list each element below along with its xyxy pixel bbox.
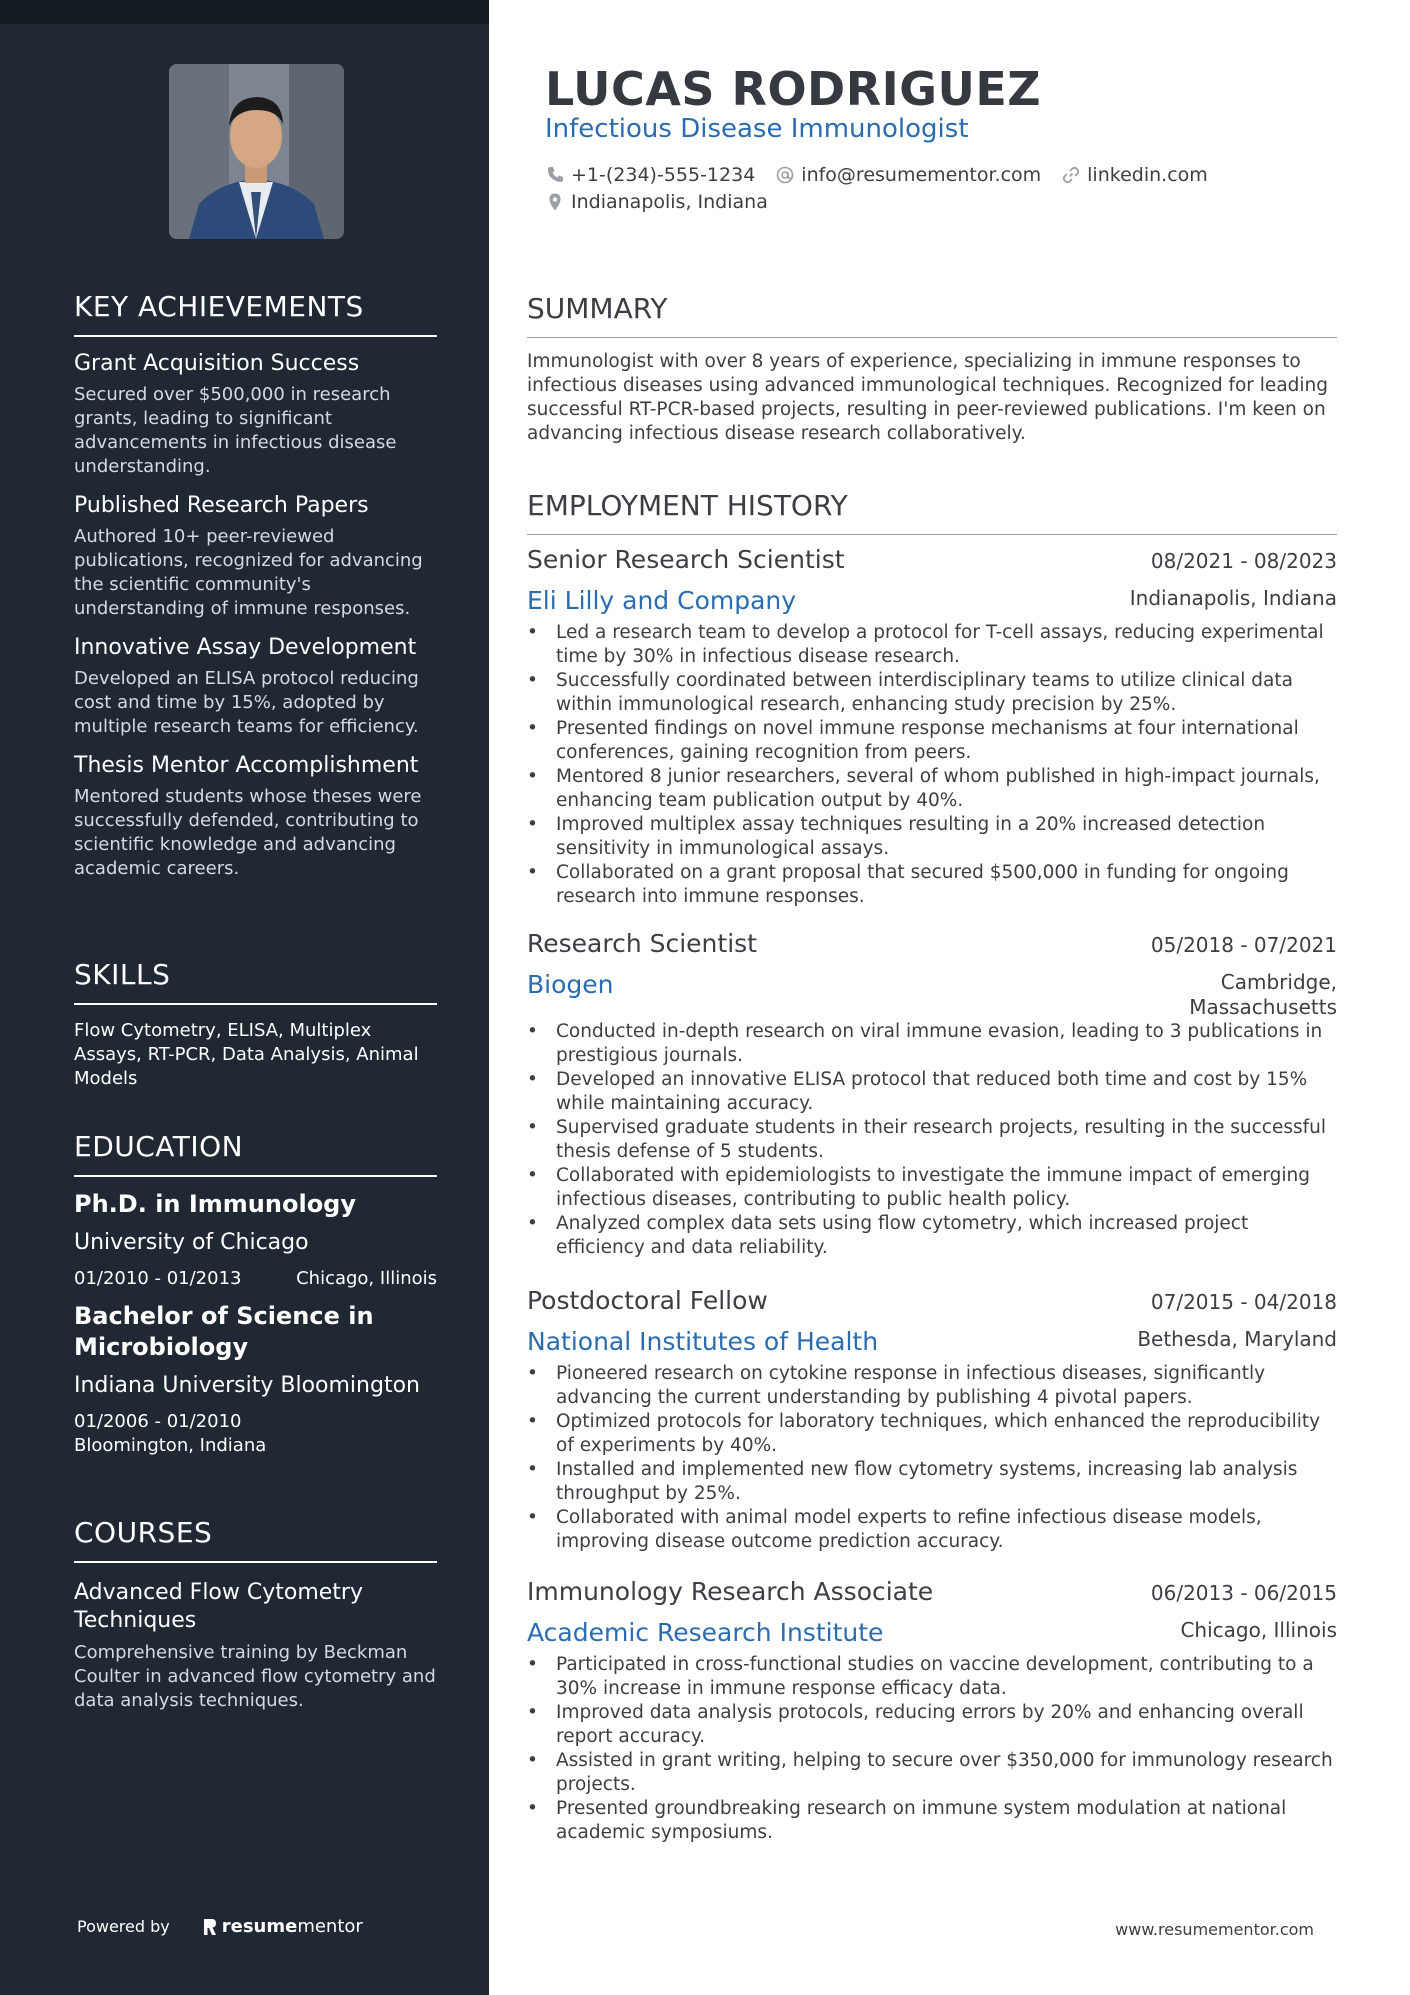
achievement-desc: Secured over $500,000 in research grants, leading to significant advancements in infectious disease understanding. <box>74 384 397 477</box>
education-meta <box>74 1267 437 1291</box>
contact-linkedin[interactable] <box>1061 164 1208 186</box>
achievement-desc: Mentored students whose theses were successfully defended, contributing to scientific knowledge and advancing academic careers. <box>74 786 422 879</box>
sidebar-top-band <box>0 0 489 24</box>
job-entry <box>527 1286 1337 1554</box>
course-desc: Comprehensive training by Beckman Coulter in advanced flow cytometry and data analysis techniques. <box>74 1642 436 1711</box>
employment-heading: EMPLOYMENT HISTORY <box>527 489 1337 535</box>
achievements-section <box>74 290 437 881</box>
job-bullet: • Developed an innovative ELISA protocol that reduced both time and cost by 15% while maintaining accuracy. <box>527 1068 1337 1116</box>
job-bullets <box>527 1362 1337 1554</box>
summary-heading: SUMMARY <box>527 292 1337 338</box>
phone-icon <box>545 165 565 185</box>
job-bullet: • Mentored 8 junior researchers, several of whom published in high-impact journals, enhancing team publication output by 40%. <box>527 765 1337 813</box>
education-item <box>74 1301 437 1458</box>
achievement-item <box>74 753 437 881</box>
job-bullet: • Collaborated on a grant proposal that secured $500,000 in funding for ongoing research into immune responses. <box>527 861 1337 909</box>
course-item <box>74 1579 437 1713</box>
education-degree: Ph.D. in Immunology <box>74 1190 356 1218</box>
job-bullets <box>527 1653 1337 1845</box>
achievement-item <box>74 635 437 739</box>
profile-photo <box>169 64 344 239</box>
job-bullet: • Optimized protocols for laboratory techniques, which enhanced the reproducibility of experiments by 40%. <box>527 1410 1337 1458</box>
education-item <box>74 1189 437 1291</box>
resumementor-logo-icon <box>202 1917 218 1937</box>
job-bullet: • Supervised graduate students in their research projects, resulting in the successful thesis defense of 5 students. <box>527 1116 1337 1164</box>
education-school: Indiana University Bloomington <box>74 1373 420 1398</box>
job-title: Research Scientist <box>527 929 757 958</box>
summary-text: Immunologist with over 8 years of experience, specializing in immune responses to infectious diseases using advanced immunological techniques. Recognized for leading successful RT-PCR-based projects, resulting in peer-reviewed publications. I'm keen on advancing infectious disease research collaboratively. <box>527 351 1329 444</box>
job-title: Senior Research Scientist <box>527 545 845 574</box>
education-degree: Bachelor of Science in Microbiology <box>74 1302 374 1361</box>
achievement-item <box>74 493 437 621</box>
education-location: Bloomington, Indiana <box>74 1435 267 1456</box>
course-title: Advanced Flow Cytometry Techniques <box>74 1580 363 1633</box>
job-bullet: • Collaborated with animal model experts to refine infectious disease models, improving disease outcome prediction accuracy. <box>527 1506 1337 1554</box>
achievement-title: Innovative Assay Development <box>74 635 417 660</box>
job-bullet: • Improved multiplex assay techniques resulting in a 20% increased detection sensitivity in immunological assays. <box>527 813 1337 861</box>
sidebar <box>0 0 489 1995</box>
education-heading: EDUCATION <box>74 1130 437 1177</box>
candidate-role: Infectious Disease Immunologist <box>545 114 969 144</box>
job-company: National Institutes of Health <box>527 1327 879 1356</box>
contact-phone[interactable] <box>545 164 755 186</box>
job-dates: 07/2015 - 04/2018 <box>1150 1290 1337 1314</box>
job-bullet: • Assisted in grant writing, helping to secure over $350,000 for immunology research projects. <box>527 1749 1337 1797</box>
job-dates: 06/2013 - 06/2015 <box>1150 1581 1337 1605</box>
job-bullet: • Presented findings on novel immune response mechanisms at four international conferences, gaining recognition from peers. <box>527 717 1337 765</box>
job-entry <box>527 929 1337 1260</box>
contact-row <box>545 164 1228 186</box>
linkedin-text: linkedin.com <box>1087 164 1208 186</box>
skills-section <box>74 958 437 1091</box>
job-bullet: • Improved data analysis protocols, reducing errors by 20% and enhancing overall report accuracy. <box>527 1701 1337 1749</box>
education-location: Chicago, Illinois <box>296 1268 437 1289</box>
achievement-title: Published Research Papers <box>74 493 369 518</box>
job-bullets <box>527 621 1337 909</box>
job-company: Academic Research Institute <box>527 1618 884 1647</box>
contact-location <box>545 191 768 213</box>
courses-heading: COURSES <box>74 1516 437 1563</box>
job-bullets <box>527 1020 1337 1260</box>
skills-heading: SKILLS <box>74 958 437 1005</box>
achievement-title: Thesis Mentor Accomplishment <box>74 753 419 778</box>
powered-by-label: Powered by <box>77 1917 170 1936</box>
education-section <box>74 1130 437 1458</box>
footer-website-link[interactable]: www.resumementor.com <box>1115 1920 1314 1939</box>
powered-by <box>77 1916 363 1937</box>
brand-logo[interactable] <box>202 1916 363 1937</box>
job-company: Biogen <box>527 970 614 999</box>
contact-email[interactable] <box>775 164 1041 186</box>
job-bullet: • Collaborated with epidemiologists to investigate the immune impact of emerging infectious diseases, contributing to public health policy. <box>527 1164 1337 1212</box>
contact-row-location <box>545 191 788 213</box>
job-title: Postdoctoral Fellow <box>527 1286 768 1315</box>
job-location: Chicago, Illinois <box>1180 1618 1337 1642</box>
brand-name-light: mentor <box>297 1916 363 1937</box>
profile-photo-illustration <box>169 64 344 239</box>
job-bullet: • Installed and implemented new flow cytometry systems, increasing lab analysis throughput by 25%. <box>527 1458 1337 1506</box>
job-entry <box>527 1577 1337 1845</box>
achievements-heading: KEY ACHIEVEMENTS <box>74 290 437 337</box>
job-bullet: • Participated in cross-functional studies on vaccine development, contributing to a 30% increase in immune response efficacy data. <box>527 1653 1337 1701</box>
job-bullet: • Pioneered research on cytokine response in infectious diseases, significantly advancing the current understanding by publishing 4 pivotal papers. <box>527 1362 1337 1410</box>
job-bullet: • Conducted in-depth research on viral immune evasion, leading to 3 publications in prestigious journals. <box>527 1020 1337 1068</box>
job-entry <box>527 545 1337 909</box>
achievement-item <box>74 351 437 479</box>
job-dates: 08/2021 - 08/2023 <box>1150 549 1337 573</box>
job-bullet: • Presented groundbreaking research on immune system modulation at national academic symposiums. <box>527 1797 1337 1845</box>
location-pin-icon <box>545 192 565 212</box>
job-dates: 05/2018 - 07/2021 <box>1150 933 1337 957</box>
candidate-name: LUCAS RODRIGUEZ <box>545 62 1042 116</box>
job-location: Cambridge, Massachusetts <box>1189 970 1337 1019</box>
job-bullet: • Successfully coordinated between interdisciplinary teams to utilize clinical data within immunological research, enhancing study precision by 25%. <box>527 669 1337 717</box>
job-bullet: • Led a research team to develop a protocol for T-cell assays, reducing experimental time by 30% in infectious disease research. <box>527 621 1337 669</box>
achievement-desc: Authored 10+ peer-reviewed publications, recognized for advancing the scientific community's understanding of immune responses. <box>74 526 423 619</box>
job-company: Eli Lilly and Company <box>527 586 797 615</box>
link-icon <box>1061 165 1081 185</box>
brand-name-bold: resume <box>221 1916 298 1937</box>
location-text: Indianapolis, Indiana <box>571 191 768 213</box>
courses-section <box>74 1516 437 1713</box>
phone-text: +1-(234)-555-1234 <box>571 164 756 186</box>
achievement-desc: Developed an ELISA protocol reducing cost and time by 15%, adopted by multiple research teams for efficiency. <box>74 668 419 737</box>
achievement-title: Grant Acquisition Success <box>74 351 360 376</box>
skills-list: Flow Cytometry, ELISA, Multiplex Assays, RT-PCR, Data Analysis, Animal Models <box>74 1020 419 1089</box>
job-location: Indianapolis, Indiana <box>1129 586 1337 610</box>
email-text: info@resumementor.com <box>801 164 1042 186</box>
education-meta <box>74 1410 437 1458</box>
education-dates: 01/2006 - 01/2010 <box>74 1411 242 1432</box>
education-dates: 01/2010 - 01/2013 <box>74 1268 242 1289</box>
job-location: Bethesda, Maryland <box>1137 1327 1337 1351</box>
at-icon <box>775 165 795 185</box>
education-school: University of Chicago <box>74 1230 309 1255</box>
job-title: Immunology Research Associate <box>527 1577 934 1606</box>
job-bullet: • Analyzed complex data sets using flow cytometry, which increased project efficiency and data reliability. <box>527 1212 1337 1260</box>
